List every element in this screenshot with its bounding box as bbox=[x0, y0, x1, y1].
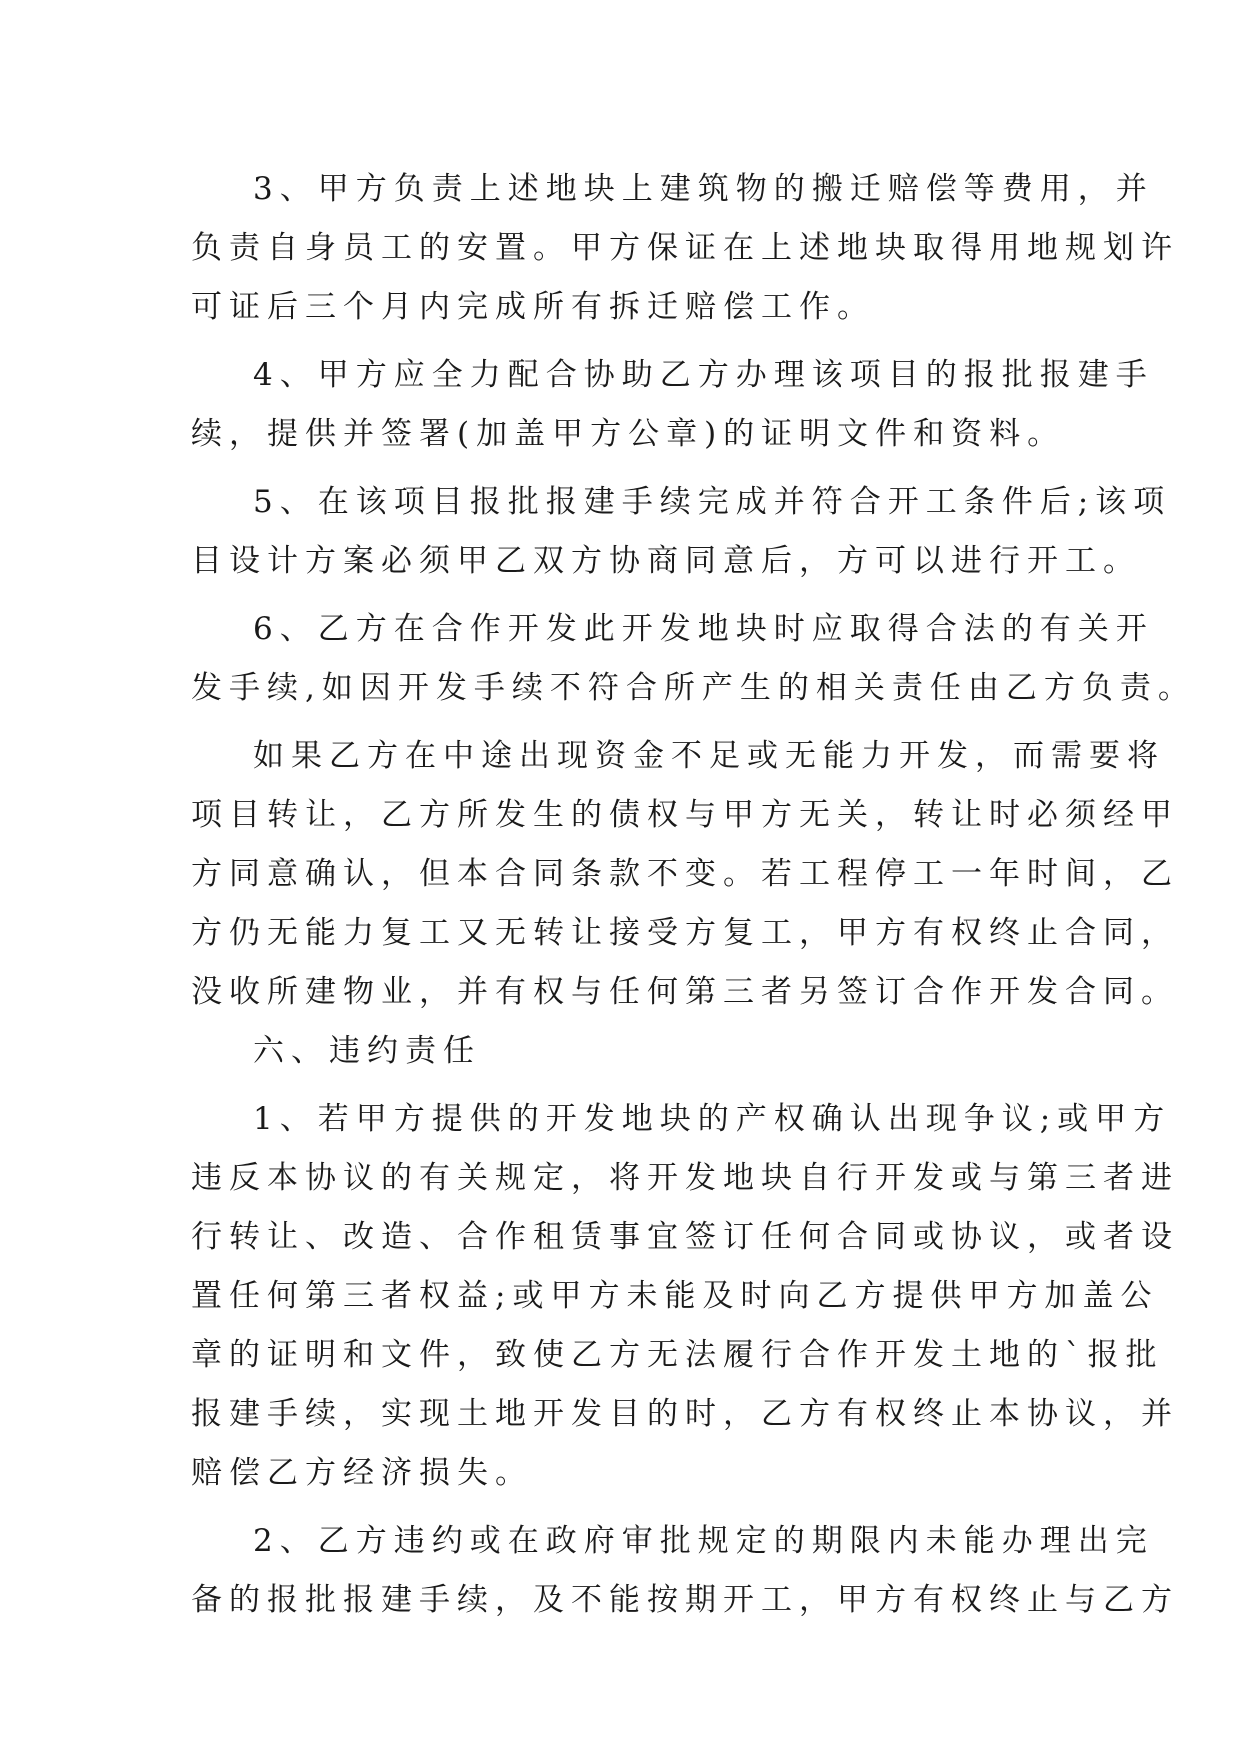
text-line: 续，提供并签署(加盖甲方公章)的证明文件和资料。 bbox=[191, 416, 1066, 452]
text-line: 目设计方案必须甲乙双方协商同意后，方可以进行开工。 bbox=[191, 543, 1141, 579]
text-line: 如果乙方在中途出现资金不足或无能力开发，而需要将 bbox=[253, 738, 1165, 774]
text-line: 发手续,如因开发手续不符合所产生的相关责任由乙方负责。 bbox=[191, 670, 1196, 706]
text-line: 方仍无能力复工又无转让接受方复工，甲方有权终止合同， bbox=[191, 915, 1179, 951]
text-line: 负责自身员工的安置。甲方保证在上述地块取得用地规划许 bbox=[191, 230, 1179, 266]
text-line: 报建手续，实现土地开发目的时，乙方有权终止本协议，并 bbox=[191, 1396, 1179, 1432]
text-line: 2、乙方违约或在政府审批规定的期限内未能办理出完 bbox=[253, 1523, 1154, 1559]
text-line: 章的证明和文件，致使乙方无法履行合作开发土地的`报批 bbox=[191, 1337, 1164, 1373]
text-line: 6、乙方在合作开发此开发地块时应取得合法的有关开 bbox=[253, 611, 1154, 647]
section-heading: 六、违约责任 bbox=[253, 1033, 481, 1069]
text-line: 违反本协议的有关规定，将开发地块自行开发或与第三者进 bbox=[191, 1160, 1179, 1196]
text-line: 5、在该项目报批报建手续完成并符合开工条件后;该项 bbox=[253, 484, 1172, 520]
text-line: 方同意确认，但本合同条款不变。若工程停工一年时间，乙 bbox=[191, 856, 1179, 892]
text-line: 4、甲方应全力配合协助乙方办理该项目的报批报建手 bbox=[253, 357, 1154, 393]
document-body bbox=[191, 160, 1196, 1630]
text-line: 没收所建物业，并有权与任何第三者另签订合作开发合同。 bbox=[191, 974, 1179, 1010]
text-line: 可证后三个月内完成所有拆迁赔偿工作。 bbox=[191, 289, 875, 325]
text-line: 赔偿乙方经济损失。 bbox=[191, 1455, 533, 1491]
text-line: 备的报批报建手续，及不能按期开工，甲方有权终止与乙方 bbox=[191, 1582, 1179, 1618]
text-line: 项目转让，乙方所发生的债权与甲方无关，转让时必须经甲 bbox=[191, 797, 1179, 833]
text-line: 1、若甲方提供的开发地块的产权确认出现争议;或甲方 bbox=[253, 1101, 1172, 1137]
text-line: 3、甲方负责上述地块上建筑物的搬迁赔偿等费用，并 bbox=[253, 171, 1154, 207]
text-line: 置任何第三者权益;或甲方未能及时向乙方提供甲方加盖公 bbox=[191, 1278, 1159, 1314]
text-line: 行转让、改造、合作租赁事宜签订任何合同或协议，或者设 bbox=[191, 1219, 1179, 1255]
